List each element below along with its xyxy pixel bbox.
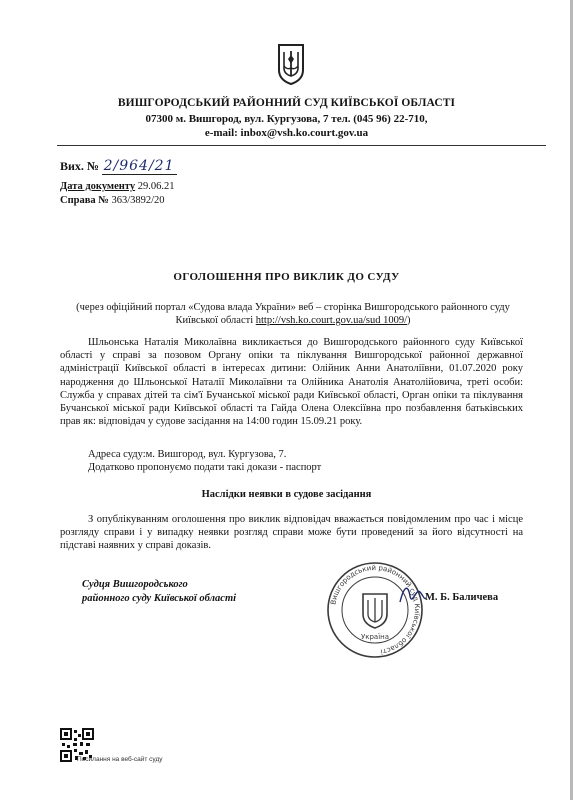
court-email: e-mail: inbox@vsh.ko.court.gov.ua: [204, 127, 369, 139]
court-website-link[interactable]: http://vsh.ko.court.gov.ua/sud 1009/: [255, 315, 408, 326]
subtitle-text: (через офіційний портал «Судова влада України» веб – сторінка Вишгородського районного суду Київської області: [76, 302, 510, 326]
date-label: Дата документу: [60, 181, 136, 192]
judge-title-line-1: Судця Вишгородського: [82, 579, 188, 590]
signature-icon: [398, 580, 428, 610]
qr-note: Посилання на веб-сайт суду: [77, 756, 163, 763]
summons-paragraph: Шльонська Наталія Миколаївна викликається до Вишгородського районного суду Київської області у справі за позовом Органу опіки та піклування Вишгородської районної державної адміністрації Київської області в інтересах дитини: Олійник Анни Анатоліївни, 01.07.2020 року народження до Шльонської Наталії Миколаївни та Олійника Анатолія Анатолійовича, треті особи: Служба у справах дітей та сім'ї Бучанської міської ради Київської області, Орган опіки та піклування Бучанської міської ради Київської області та Гайда Олена Олексіївна про позбавлення батьківських прав як: відповідач у судове засідання на 14:00 годин 15.09.21 року.: [60, 337, 523, 428]
outgoing-label: Вих. №: [60, 159, 99, 173]
notice-subtitle: [58, 301, 528, 327]
coat-of-arms-icon: [276, 42, 306, 86]
court-stamp-icon: [325, 560, 425, 660]
stamp-bottom: Україна: [360, 633, 390, 641]
header-divider: [57, 145, 546, 146]
court-address-line: Адреса суду:м. Вишгород, вул. Кургузова, 7.: [88, 449, 287, 460]
outgoing-number: 2/964/21: [103, 158, 175, 174]
court-address: 07300 м. Вишгород, вул. Кургузова, 7 тел. (045 96) 22-710,: [145, 113, 428, 125]
subtitle-end: ): [407, 315, 411, 326]
case-number-row: [60, 194, 165, 207]
consequences-paragraph: З опублікуванням оголошення про виклик відповідач вважається повідомленим про час і місце розгляду справи і у випадку неявки розгляд справи може бути проведений за його відсутності на підставі наявних у справі доказів.: [60, 514, 523, 552]
case-label: Справа №: [60, 195, 109, 206]
outgoing-number-row: [60, 160, 177, 174]
consequences-title: Наслідки неявки в судове засідання: [201, 489, 372, 500]
case-value: 363/3892/20: [111, 195, 165, 206]
signer-name: М. Б. Баличева: [425, 592, 499, 603]
notice-title: ОГОЛОШЕННЯ ПРО ВИКЛИК ДО СУДУ: [173, 271, 400, 283]
document-date-row: [60, 180, 174, 193]
judge-title-line-2: районного суду Київської області: [82, 593, 237, 604]
court-name: ВИШГОРОДСЬКИЙ РАЙОННИЙ СУД КИЇВСЬКОЇ ОБЛАСТІ: [117, 97, 456, 109]
date-value: 29.06.21: [137, 181, 175, 192]
stamp-text: Вишгородський районний суд Київської області: [329, 563, 422, 656]
evidence-line: Додатково пропонуємо подати такі докази - паспорт: [88, 462, 322, 473]
